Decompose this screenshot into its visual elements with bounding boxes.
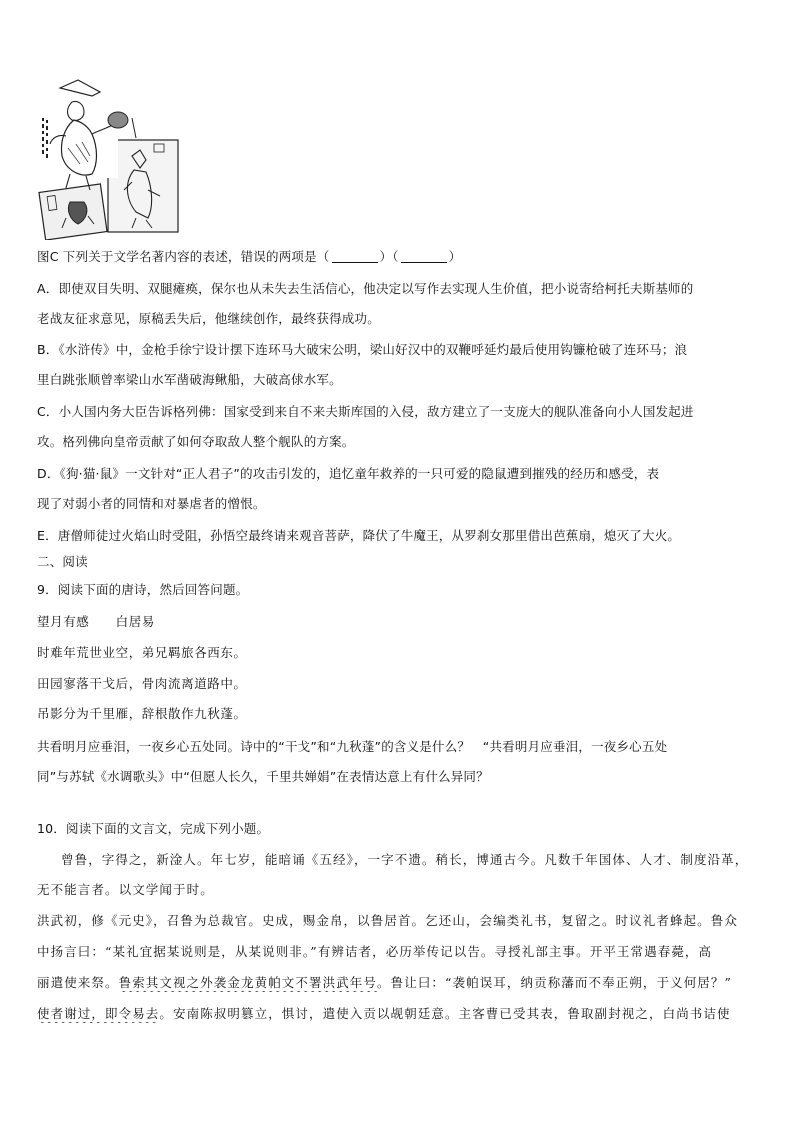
poem-line-3: 吊影分为千里雁，辞根散作九秋蓬。 (37, 706, 247, 721)
answer-blank-2[interactable] (401, 250, 447, 263)
option-c-line1: C．小人国内务大臣告诉格列佛：国家受到来自不来夫斯库国的入侵，敌方建立了一支庞大的舰队准备向小人国发起进 (37, 404, 694, 419)
poem-title: 望月有感 白居易 (37, 614, 155, 629)
q10-stem: 10．阅读下面的文言文，完成下列小题。 (37, 821, 270, 836)
q9-question-line2: 同”与苏轼《水调歌头》中“但愿人长久，千里共婵娟”在表情达意上有什么异同？ (37, 769, 489, 784)
q8-stem (37, 248, 759, 266)
passage-line-6 (37, 1005, 759, 1023)
answer-blank-1[interactable] (332, 250, 378, 263)
option-d-line1: D．《狗·猫·鼠》一文针对“正人君子”的攻击引发的，追忆童年救养的一只可爱的隐鼠遭到摧残的经历和感受，表 (37, 466, 660, 481)
passage-text: 。安南陈叔明篡立，惧讨，遣使入贡以觇朝廷意。主客曹已受其表，鲁取副封视之，白尚书诘使 (159, 1006, 731, 1021)
passage-line-5 (37, 974, 759, 992)
passage-text: 丽遣使来祭。 (37, 975, 119, 990)
underlined-sentence-1: 鲁索其文视之外袭金龙黄帕文不署洪武年号 (118, 975, 378, 990)
q8-stem-text: 图C 下列关于文学名著内容的表述，错误的两项是（ (37, 249, 330, 264)
q9-stem: 9．阅读下面的唐诗，然后回答问题。 (37, 582, 249, 597)
section-heading-reading: 二、阅读 (37, 554, 88, 569)
option-b-line1: B．《水浒传》中，金枪手徐宁设计摆下连环马大破宋公明，梁山好汉中的双鞭呼延灼最后使用钩镰枪破了连环马；浪 (37, 342, 688, 357)
passage-line-4: 中扬言曰：“某礼宜据某说则是，从某说则非。”有辨诘者，必历举传记以告。寻授礼部主事。开平王常遇春薨，高 (37, 944, 713, 959)
option-a-line2: 老战友征求意见，原稿丢失后，他继续创作，最终获得成功。 (37, 311, 380, 326)
poem-line-2: 田园寥落干戈后，骨肉流离道路中。 (37, 676, 247, 691)
q8-stem-sep: ）（ (379, 249, 399, 264)
illustration-figure (36, 78, 186, 240)
option-e-line1: E．唐僧师徒过火焰山时受阻，孙悟空最终请来观音菩萨，降伏了牛魔王，从罗刹女那里借出芭蕉扇，熄灭了大火。 (37, 528, 681, 543)
q9-question-line1: 共看明月应垂泪，一夜乡心五处同。诗中的“干戈”和“九秋蓬”的含义是什么？ “共看明月应垂泪，一夜乡心五处 (37, 739, 668, 754)
underlined-sentence-2: 使者谢过，即令易去 (37, 1006, 160, 1021)
poem-line-1: 时难年荒世业空，弟兄羁旅各西东。 (37, 645, 247, 660)
passage-line-2: 无不能言者。以文学闻于时。 (37, 882, 214, 897)
option-a-line1: A．即使双目失明、双腿瘫痪，保尔也从未失去生活信心，他决定以写作去实现人生价值，把小说寄给柯托夫斯基师的 (37, 281, 694, 296)
woodblock-illustration (36, 78, 186, 240)
passage-line-3: 洪武初，修《元史》，召鲁为总裁官。史成，赐金帛，以鲁居首。乞还山，会编类礼书，复留之。时议礼者蜂起。鲁众 (37, 913, 738, 928)
q8-stem-end: ） (448, 249, 462, 264)
passage-line-1: 曾鲁，字得之，新淦人。年七岁，能暗诵《五经》，一字不遗。稍长，博通古今。凡数千年国体、人才、制度沿革， (61, 852, 749, 867)
option-c-line2: 攻。格列佛向皇帝贡献了如何夺取敌人整个舰队的方案。 (37, 434, 355, 449)
passage-text: 。鲁让曰：“袭帕误耳，纳贡称藩而不奉正朔，于义何居？” (377, 975, 732, 990)
option-b-line2: 里白跳张顺曾率梁山水军凿破海鳅船，大破高俅水军。 (37, 372, 342, 387)
option-d-line2: 现了对弱小者的同情和对暴虐者的憎恨。 (37, 496, 266, 511)
